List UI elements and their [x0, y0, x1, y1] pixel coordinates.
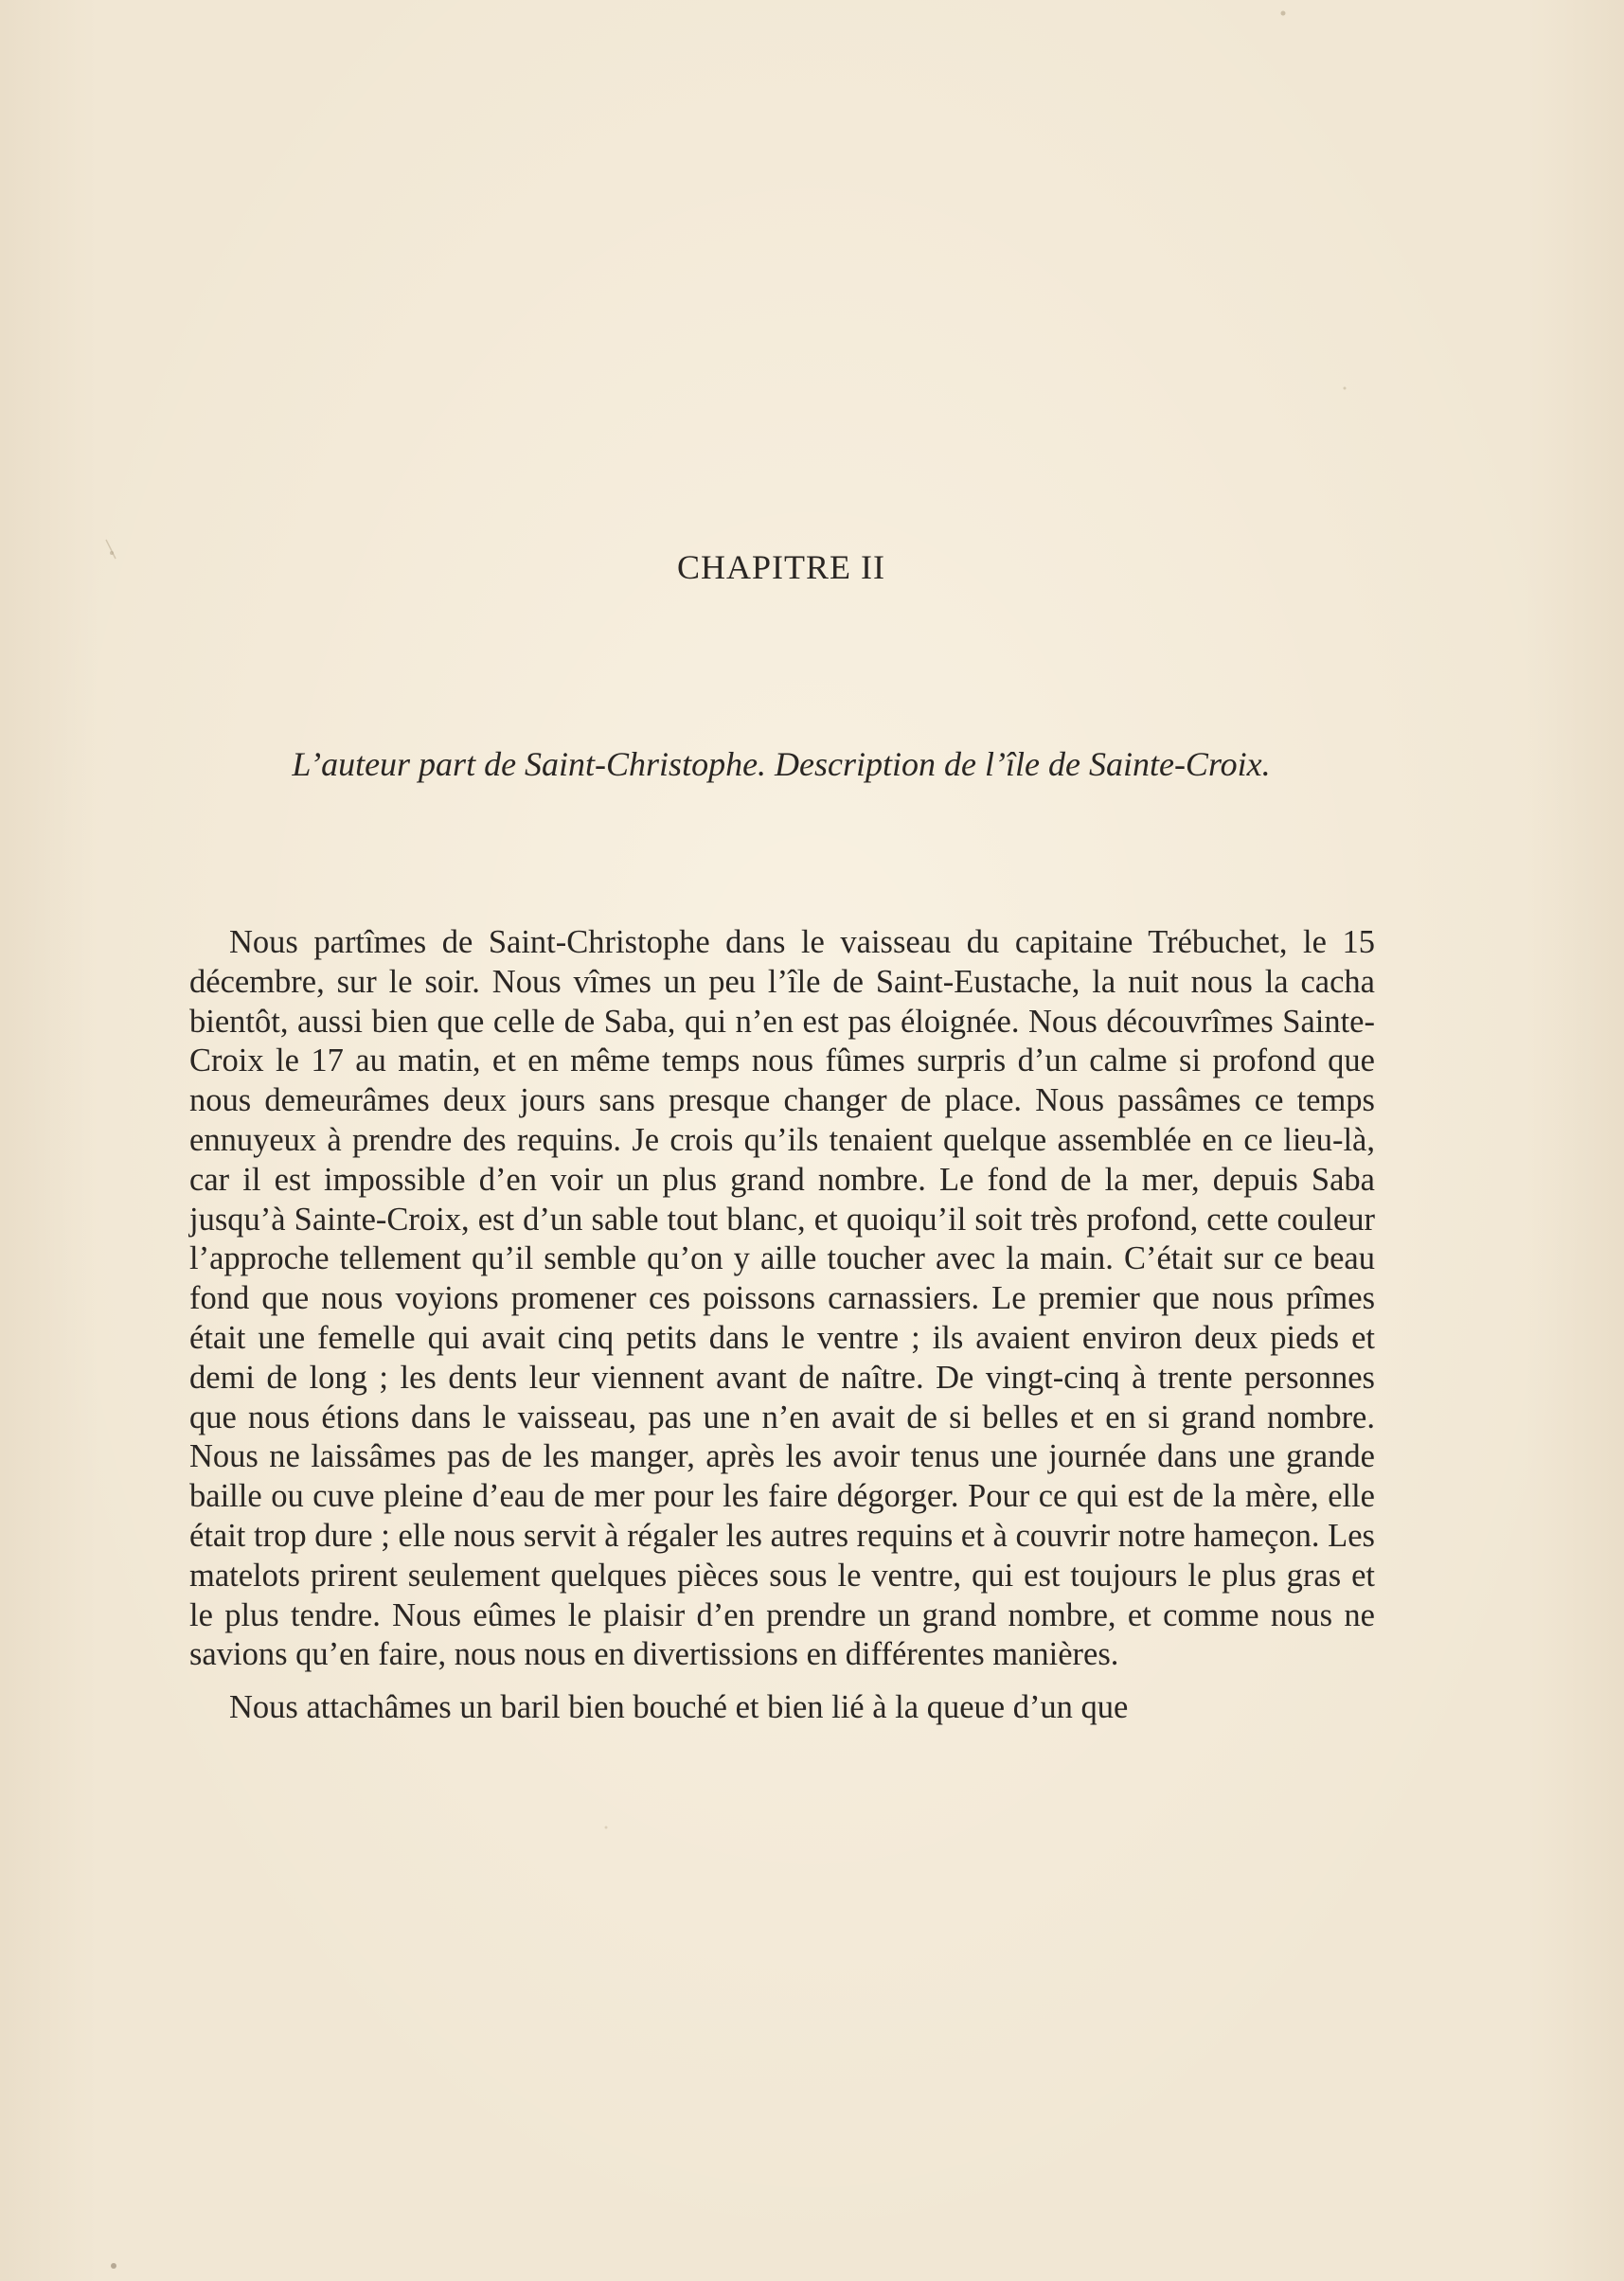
- body-text: [189, 923, 1375, 1741]
- chapter-summary: L’auteur part de Saint-Christophe. Description de l’île de Sainte-Croix.: [292, 745, 1271, 783]
- chapter-heading: CHAPITRE II: [677, 548, 885, 586]
- paragraph: Nous attachâmes un baril bien bouché et bien lié à la queue d’un que: [229, 1689, 1129, 1726]
- paragraph: Nous partîmes de Saint-Christophe dans le vaisseau du capitaine Trébuchet, le 15 décembre, sur le soir. Nous vîmes un peu l’île de Saint-Eustache, la nuit nous la cacha bientôt, aussi bien que celle de Saba, qui n’en est pas éloignée. Nous découvrîmes Sainte-Croix le 17 au matin, et en même temps nous fûmes surpris d’un calme si profond que nous demeurâmes deux jours sans presque changer de place. Nous passâmes ce temps ennuyeux à prendre des requins. Je crois qu’ils tenaient quelque assemblée en ce lieu-là, car il est impossible d’en voir un plus grand nombre. Le fond de la mer, depuis Saba jusqu’à Sainte-Croix, est d’un sable tout blanc, et quoiqu’il soit très profond, cette couleur l’approche tellement qu’il semble qu’on y aille toucher avec la main. C’était sur ce beau fond que nous voyions promener ces poissons carnassiers. Le premier que nous prîmes était une femelle qui avait cinq petits dans le ventre ; ils avaient environ deux pieds et demi de long ; les dents leur viennent avant de naître. De vingt-cinq à trente personnes que nous étions dans le vaisseau, pas une n’en avait de si belles et en si grand nombre. Nous ne laissâmes pas de les manger, après les avoir tenus une journée dans une grande baille ou cuve pleine d’eau de mer pour les faire dégorger. Pour ce qui est de la mère, elle était trop dure ; elle nous servit à régaler les autres requins et à couvrir notre hameçon. Les matelots prirent seulement quelques pièces sous le ventre, qui est toujours le plus gras et le plus tendre. Nous eûmes le plaisir d’en prendre un grand nombre, et comme nous ne savions qu’en faire, nous nous en divertissions en différentes manières.: [189, 924, 1375, 1673]
